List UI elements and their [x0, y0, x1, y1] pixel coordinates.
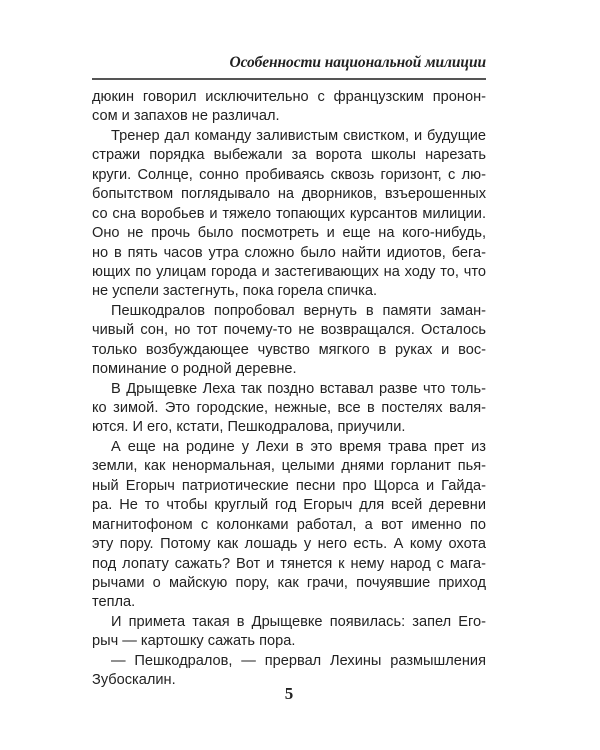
text-line: Оно не прочь было посмотреть и еще на кого-нибудь, [92, 225, 486, 242]
text-line: ный Егорыч патриотические песни про Щорса и Гайда- [92, 477, 486, 494]
text-line: А еще на родине у Лехи в это время трава прет из [111, 438, 486, 455]
text-line: дюкин говорил исключительно с французским пронон- [92, 89, 486, 105]
paragraph [92, 302, 486, 380]
paragraph [92, 380, 486, 438]
text-line: чивый сон, но тот почему-то не возвращался. Осталось [92, 322, 486, 339]
page-number: 5 [284, 684, 294, 703]
paragraph [92, 438, 486, 613]
text-line: поминание о родной деревне. [92, 361, 297, 378]
text-line: рычами о майскую пору, как грачи, почуявшие приход [92, 574, 486, 591]
text-line: — Пешкодралов, — прервал Лехины размышления [111, 652, 486, 669]
header-rule-divider [92, 78, 486, 80]
text-line: эту пору. Потому как лошадь у него есть. А кому охота [92, 536, 486, 553]
text-line: В Дрыщевке Леха так поздно вставал разве что толь- [111, 380, 486, 397]
text-line: Пешкодралов попробовал вернуть в памяти заман- [111, 302, 486, 319]
text-line: сом и запахов не различал. [92, 108, 280, 125]
paragraph [92, 127, 486, 302]
text-line: Зубоскалин. [92, 672, 176, 689]
text-line: ко зимой. Это городские, нежные, все в постелях валя- [92, 400, 486, 416]
text-line: Тренер дал команду заливистым свистком, и будущие [111, 127, 486, 144]
text-line: со сна воробьев и тяжело топающих курсантов милиции. [92, 205, 486, 222]
body-text [92, 88, 486, 691]
running-head-title: Особенности национальной милиции [229, 54, 486, 71]
text-line: не успели застегнуть, пока горела спичка. [92, 283, 378, 300]
text-line: стражи порядка выбежали за ворота школы нарезать [92, 147, 486, 164]
text-line: бопытством поглядывало на дворников, взъерошенных [92, 186, 486, 203]
text-line: круги. Солнце, сонно пробиваясь сквозь горизонт, с лю- [92, 166, 486, 183]
text-line: тепла. [92, 594, 136, 611]
book-page [92, 0, 486, 750]
text-line: рыч — картошку сажать пора. [92, 633, 296, 650]
text-line: ются. И его, кстати, Пешкодралова, приучили. [92, 419, 406, 436]
text-line: магнитофоном с колонками работал, а вот именно по [92, 516, 486, 533]
text-line: под лопату сажать? Вот и тянется к нему народ с мага- [92, 555, 486, 572]
text-line: ющих по улицам города и застегивающих на ходу то, что [92, 263, 486, 280]
paragraph [92, 613, 486, 652]
text-line: но в пять часов утра сложно было найти идиотов, бега- [92, 244, 486, 261]
text-line: И примета такая в Дрыщевке появилась: запел Его- [111, 613, 486, 630]
text-line: земли, как ненормальная, целыми днями горланит пья- [92, 458, 486, 475]
paragraph [92, 88, 486, 127]
text-line: только возбуждающее чувство мягкого в руках и вос- [92, 341, 486, 358]
text-line: ра. Не то чтобы круглый год Егорыч для всей деревни [92, 497, 486, 514]
